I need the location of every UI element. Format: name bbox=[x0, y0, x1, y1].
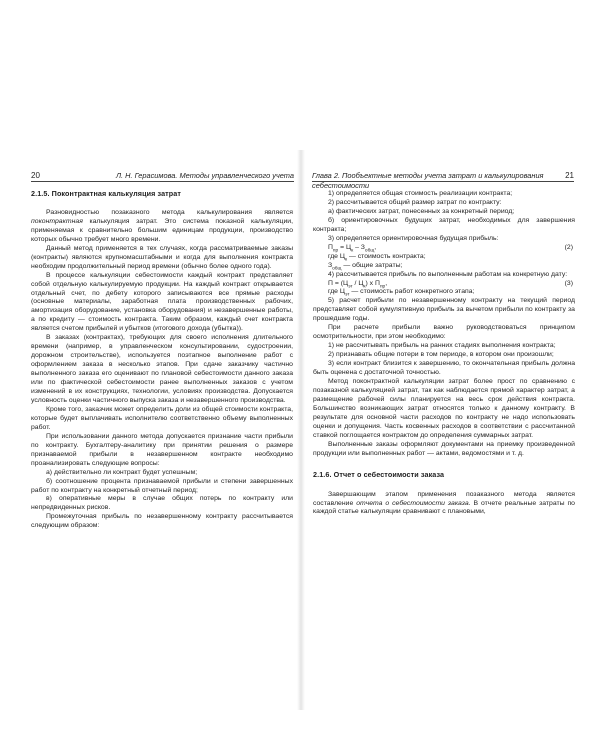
list-item: а) действительно ли контракт будет успешным; bbox=[46, 468, 198, 476]
paragraph: Разновидностью позаказного метода калькулирования является поконтрактная калькуляция затрат. Это система показной калькуляции, применяемая к сравнительно большим единицам продукции, производство которых обычно требует много времени. bbox=[31, 208, 293, 243]
section-heading-2-1-5: 2.1.5. Поконтрактная калькуляция затрат bbox=[31, 189, 181, 198]
formula-3-number: (3) bbox=[564, 279, 573, 287]
paragraph: В процессе калькуляции себестоимости каждый контракт представляет собой отдельную калькулируемую продукции. На каждый контракт открывается отдельный счет, по дебету которого записываются все прямые расходы (основные материалы, заработная плата производственных рабочих, амортизация оборудование, установка оборудования) и незавершенные работы, а по кредиту — стоимость контракта. Таким образом, каждый счет контракта является счетом прибылей и убытков (итогового дохода (убытка)). bbox=[31, 271, 293, 333]
paragraph: Кроме того, заказчик может определить доли из общей стоимости контракта, которые будет выплачивать исполнителю соответственно объему выполненных работ. bbox=[31, 405, 293, 431]
left-running-header bbox=[31, 171, 294, 182]
list-item: б) соотношение процента признаваемой прибыли и степени завершенных работ по контракту на конкретный отчетный период; bbox=[31, 477, 293, 494]
right-running-head-title: Глава 2. Пообъектные методы учета затрат и калькулирования себестоимости bbox=[312, 171, 544, 190]
list-item: б) ориентировочных будущих затрат, необходимых для завершения контракта; bbox=[313, 216, 575, 233]
list-item: 2) признавать общие потери в том периоде, в котором они произошли; bbox=[328, 351, 554, 359]
book-gutter-shadow bbox=[297, 150, 305, 710]
emphasis: отчета о себестоимости заказа. bbox=[356, 499, 471, 507]
formula-2-number: (2) bbox=[564, 243, 573, 251]
left-running-head-title: Л. Н. Герасимова. Методы управленческого учета bbox=[115, 171, 294, 180]
list-item: 3) определяется ориентировочная будущая прибыль: bbox=[328, 234, 499, 242]
formula-legend: где $Ц_к$ — стоимость контракта; bbox=[328, 252, 426, 263]
paragraph: Метод поконтрактной калькуляции затрат более прост по сравнению с позаказной калькуляцией затрат, так как наблюдается прямой характер затрат, а размещение рабочей силы планируется на весь срок действия контракта. Большинство возникающих затрат относятся только к данному контракту. В результате для основной части расходов по контракту не надо использовать оценки и допущения. Часть косвенных расходов в соответствии с рассчитанной ставкой поглощается контрактом до определения суммарных затрат. bbox=[313, 378, 575, 439]
paragraph: При использовании данного метода допускается признание части прибыли по контракту. Бухгалтеру-аналитику при принятии решения о размере признаваемой прибыли в незавершенном контракте необходимо проанализировать следующие вопросы: bbox=[31, 432, 293, 467]
right-page-number: 21 bbox=[565, 171, 574, 180]
list-item: 1) не рассчитывать прибыль на ранних стадиях выполнения контракта; bbox=[328, 342, 556, 350]
list-item: в) оперативные меры в случае общих потерь по контракту или непредвиденных рисков. bbox=[31, 495, 293, 512]
section-heading-2-1-6: 2.1.6. Отчет о себестоимости заказа bbox=[313, 469, 445, 479]
list-item: 1) определяется общая стоимость реализации контракта; bbox=[328, 190, 513, 197]
list-item: 4) рассчитывается прибыль по выполненным работам на конкретную дату: bbox=[328, 270, 568, 278]
formula-legend: $З_{общ}$ — общие затраты; bbox=[328, 261, 403, 271]
paragraph: В заказах (контрактах), требующих для своего исполнения длительного времени (например, в управленческом консультировании, судостроении, дорожном строительстве), используется поэтапное выполнение работ с оформлением заказа в несколько этапов. При сдаче заказчику частично выполненного заказа его оценивают по плановой себестоимости данного заказа или по фактической себестоимости ранее выполненных заказов с учетом изменений в их конструкциях, технологии, условиях производства. Допускается условность оценки частичного выпуска заказа и незавершенного производства. bbox=[31, 334, 293, 404]
left-page-body bbox=[31, 190, 293, 531]
paragraph: Промежуточная прибыль по незавершенному контракту рассчитывается следующим образом: bbox=[31, 513, 293, 530]
paragraph: Завершающим этапом применения позаказного метода является составление отчета о себестоимости заказа. В отчете реальные затраты по каждой статье калькуляции сравнивают с плановыми, bbox=[313, 490, 575, 516]
left-page-number: 20 bbox=[31, 171, 40, 180]
formula-legend: где $Ц_{эт}$ — стоимость работ конкретного этапа; bbox=[328, 288, 475, 298]
list-item: 3) если контракт близится к завершению, то окончательная прибыль должна быть оценена с достаточной точностью. bbox=[313, 360, 575, 377]
paragraph: Данный метод применяется в тех случаях, когда рассматриваемые заказы (контракты) являются крупномасштабными и когда для выполнения контракта необходим продолжительный период времени (обычно более одного года). bbox=[31, 244, 293, 270]
right-page-body bbox=[313, 190, 575, 517]
formula-2-expression: $П_{пр} = Ц_к - З_{общ}$, bbox=[328, 243, 377, 254]
paragraph: Выполненные заказы оформляют документами на приемку произведенной продукции или выполненных работ — актами, ведомостями и т. д. bbox=[313, 440, 575, 457]
formula-3-expression: $П = (Ц_{эт} / Ц_к)$ х $П_{пр}$, bbox=[328, 279, 388, 289]
paragraph: При расчете прибыли важно руководствоваться принципом осмотрительности, при этом необходимо: bbox=[313, 324, 575, 341]
right-running-header bbox=[312, 171, 574, 190]
list-item: 2) рассчитывается общий размер затрат по контракту: bbox=[328, 198, 502, 206]
emphasis: поконтрактная bbox=[31, 217, 83, 225]
list-item: 5) расчет прибыли по незавершенному контракту на текущий период представляет собой кумулятивную прибыль за вычетом прибыли по контракту за прошедшие годы. bbox=[313, 297, 575, 323]
formula-2 bbox=[313, 244, 575, 253]
list-item: а) фактических затрат, понесенных за конкретный период; bbox=[328, 207, 515, 215]
